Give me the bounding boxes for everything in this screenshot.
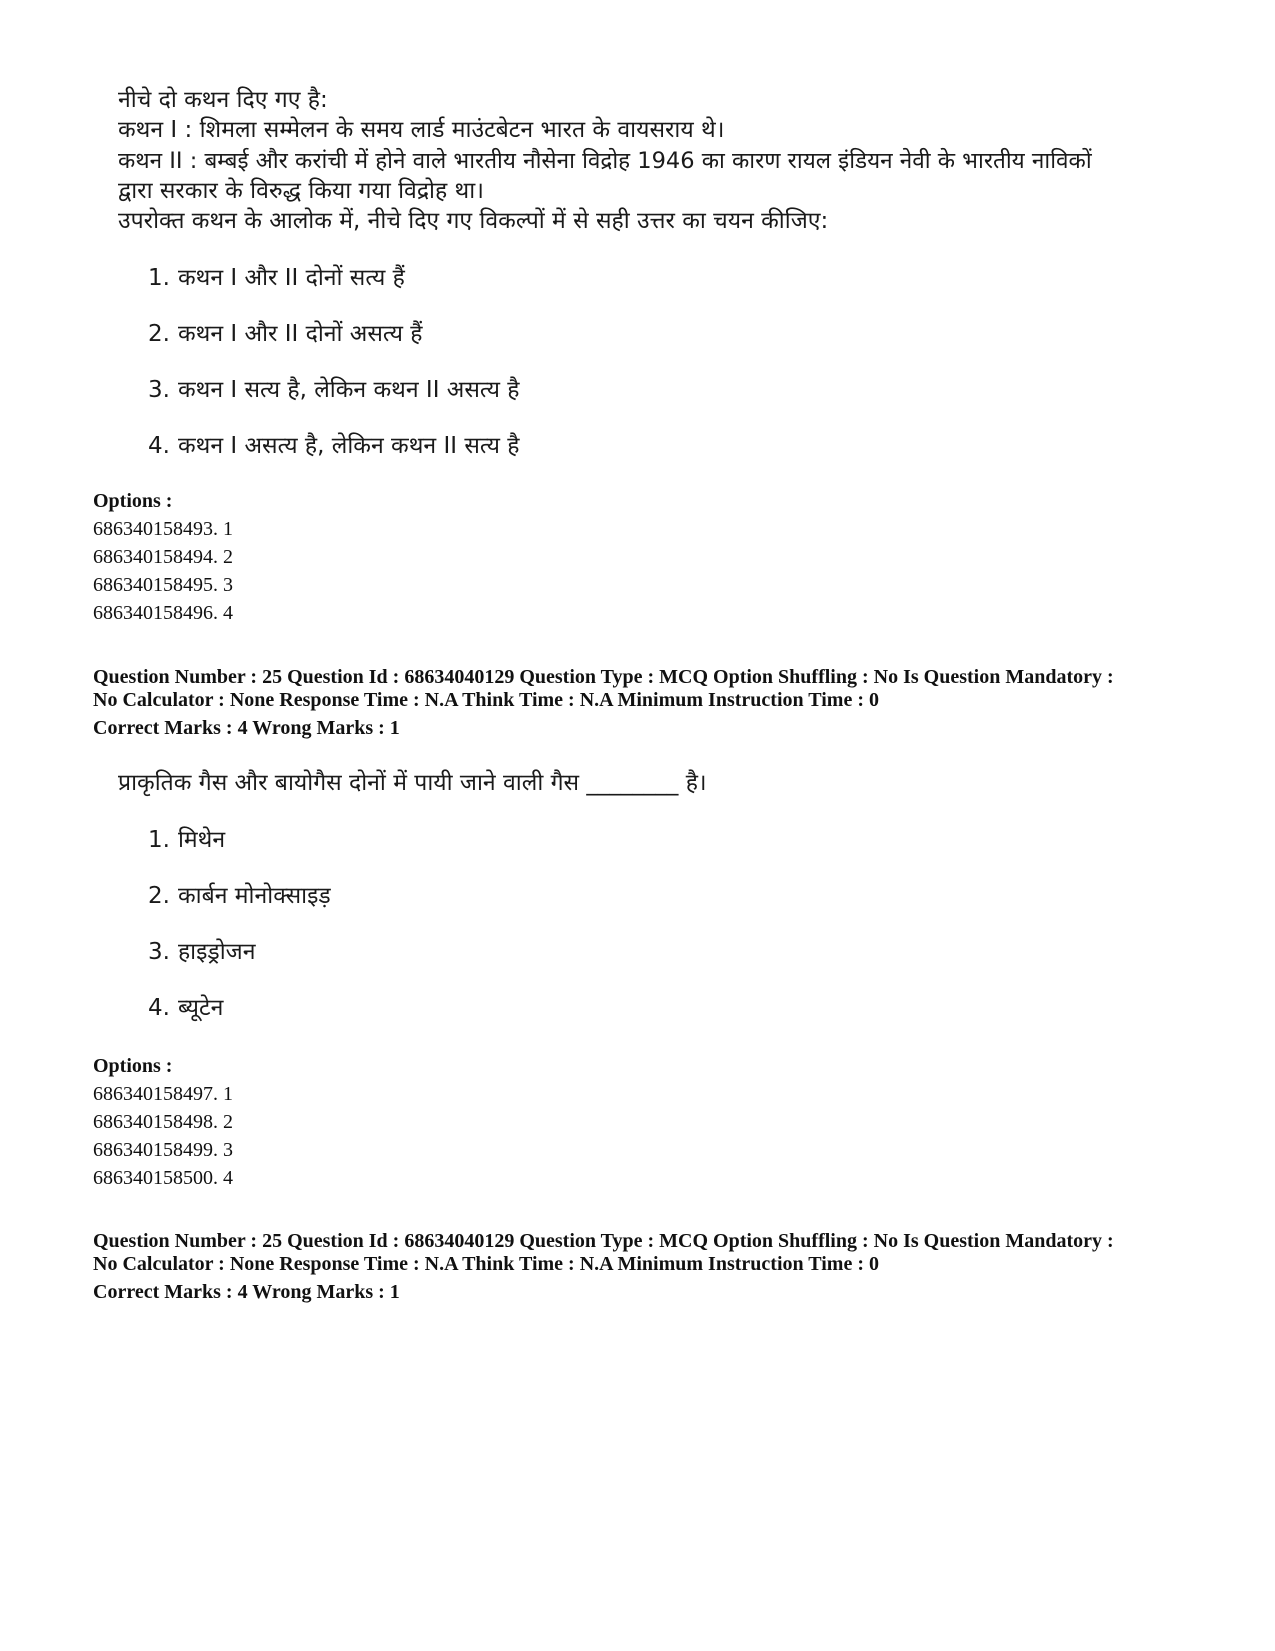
question-24-choice-3 xyxy=(148,375,519,405)
question-24-stem-line-5: उपरोक्त कथन के आलोक में, नीचे दिए गए विकल्पों में से सही उत्तर का चयन कीजिए: xyxy=(118,208,829,234)
choice-text: ब्यूटेन xyxy=(177,995,224,1021)
choice-text: मिथेन xyxy=(177,827,226,853)
choice-number: 3. xyxy=(148,377,170,403)
question-25-option-id-3: 686340158499. 3 xyxy=(93,1139,233,1161)
question-24-stem-line-3: कथन II : बम्बई और करांची में होने वाले भारतीय नौसेना विद्रोह 1946 का कारण रायल इंडियन नेवी के भारतीय नाविकों xyxy=(118,148,1092,174)
question-24-options-label: Options : xyxy=(93,490,173,512)
question-25-choice-4 xyxy=(148,993,223,1023)
choice-number: 1. xyxy=(148,827,170,853)
question-25-marks-line: Correct Marks : 4 Wrong Marks : 1 xyxy=(93,717,400,739)
choice-number: 2. xyxy=(148,321,170,347)
question-25-meta-line-1: Question Number : 25 Question Id : 68634040129 Question Type : MCQ Option Shuffling : No Is Question Mandatory : xyxy=(93,666,1114,688)
question-24-stem-line-4: द्वारा सरकार के विरुद्ध किया गया विद्रोह था। xyxy=(118,178,484,204)
next-question-meta-line-2: No Calculator : None Response Time : N.A Think Time : N.A Minimum Instruction Time : 0 xyxy=(93,1253,879,1275)
question-25-option-id-2: 686340158498. 2 xyxy=(93,1111,233,1133)
choice-number: 4. xyxy=(148,995,170,1021)
question-25-choice-3 xyxy=(148,937,256,967)
question-24-option-id-1: 686340158493. 1 xyxy=(93,518,233,540)
choice-text: कार्बन मोनोक्साइड़ xyxy=(177,883,331,909)
question-24-choice-1 xyxy=(148,263,405,293)
choice-number: 2. xyxy=(148,883,170,909)
question-24-option-id-4: 686340158496. 4 xyxy=(93,602,233,624)
choice-number: 3. xyxy=(148,939,170,965)
choice-text: कथन I और II दोनों सत्य हैं xyxy=(177,265,405,291)
question-25-choice-2 xyxy=(148,881,331,911)
choice-number: 4. xyxy=(148,433,170,459)
question-25-stem: प्राकृतिक गैस और बायोगैस दोनों में पायी जाने वाली गैस ________ है। xyxy=(118,770,707,796)
question-25-option-id-4: 686340158500. 4 xyxy=(93,1167,233,1189)
question-24-option-id-2: 686340158494. 2 xyxy=(93,546,233,568)
question-24-choice-2 xyxy=(148,319,422,349)
choice-text: हाइड्रोजन xyxy=(177,939,256,965)
choice-text: कथन I और II दोनों असत्य हैं xyxy=(177,321,423,347)
question-24-option-id-3: 686340158495. 3 xyxy=(93,574,233,596)
choice-text: कथन I सत्य है, लेकिन कथन II असत्य है xyxy=(177,377,520,403)
question-25-choice-1 xyxy=(148,825,225,855)
question-25-options-label: Options : xyxy=(93,1055,173,1077)
next-question-marks-line: Correct Marks : 4 Wrong Marks : 1 xyxy=(93,1281,400,1303)
question-25-option-id-1: 686340158497. 1 xyxy=(93,1083,233,1105)
choice-text: कथन I असत्य है, लेकिन कथन II सत्य है xyxy=(177,433,520,459)
next-question-meta-line-1: Question Number : 25 Question Id : 68634040129 Question Type : MCQ Option Shuffling : No Is Question Mandatory : xyxy=(93,1230,1114,1252)
question-24-choice-4 xyxy=(148,431,519,461)
question-24-stem-line-1: नीचे दो कथन दिए गए है: xyxy=(118,87,328,113)
choice-number: 1. xyxy=(148,265,170,291)
question-25-meta-line-2: No Calculator : None Response Time : N.A Think Time : N.A Minimum Instruction Time : 0 xyxy=(93,689,879,711)
question-24-stem-line-2: कथन I : शिमला सम्मेलन के समय लार्ड माउंटबेटन भारत के वायसराय थे। xyxy=(118,117,725,143)
